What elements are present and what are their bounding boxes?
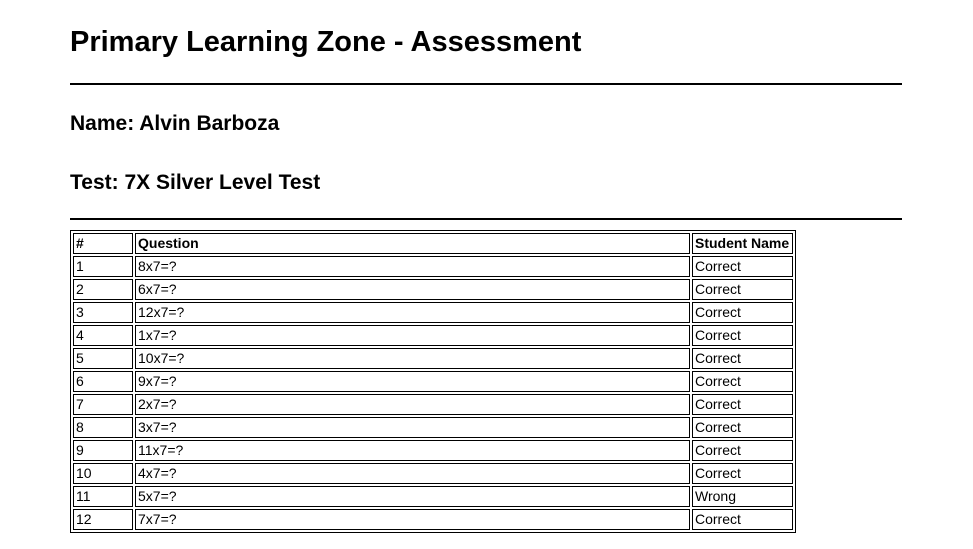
table-row (73, 440, 793, 461)
header-student-name: Student Name (692, 233, 793, 254)
table-row (73, 279, 793, 300)
table-row (73, 371, 793, 392)
page-title: Primary Learning Zone - Assessment (70, 26, 582, 58)
row-result: Correct (692, 509, 793, 530)
row-result: Correct (692, 302, 793, 323)
table-row (73, 509, 793, 530)
row-number: 5 (73, 348, 133, 369)
table-row (73, 394, 793, 415)
header-question: Question (135, 233, 690, 254)
row-result: Correct (692, 256, 793, 277)
row-number: 12 (73, 509, 133, 530)
row-number: 4 (73, 325, 133, 346)
row-result: Correct (692, 417, 793, 438)
table-header-row (73, 233, 793, 254)
row-number: 1 (73, 256, 133, 277)
test-label: Test: (70, 171, 119, 194)
row-question: 4x7=? (135, 463, 690, 484)
row-result: Correct (692, 371, 793, 392)
row-question: 2x7=? (135, 394, 690, 415)
row-question: 12x7=? (135, 302, 690, 323)
divider-bottom (70, 218, 902, 220)
row-number: 7 (73, 394, 133, 415)
row-result: Correct (692, 348, 793, 369)
row-number: 9 (73, 440, 133, 461)
table-row (73, 463, 793, 484)
row-question: 7x7=? (135, 509, 690, 530)
student-name-line (70, 110, 279, 138)
name-label: Name: (70, 112, 135, 135)
row-result: Correct (692, 394, 793, 415)
row-question: 9x7=? (135, 371, 690, 392)
table-row (73, 325, 793, 346)
divider-top (70, 83, 902, 85)
row-number: 6 (73, 371, 133, 392)
row-number: 10 (73, 463, 133, 484)
row-result: Correct (692, 325, 793, 346)
row-question: 11x7=? (135, 440, 690, 461)
row-number: 2 (73, 279, 133, 300)
test-name: 7X Silver Level Test (124, 171, 321, 194)
table-row (73, 302, 793, 323)
header-number: # (73, 233, 133, 254)
results-table (70, 230, 796, 533)
row-result: Correct (692, 463, 793, 484)
student-name: Alvin Barboza (139, 112, 280, 135)
row-question: 8x7=? (135, 256, 690, 277)
row-question: 10x7=? (135, 348, 690, 369)
row-question: 5x7=? (135, 486, 690, 507)
row-question: 1x7=? (135, 325, 690, 346)
row-number: 8 (73, 417, 133, 438)
row-result: Correct (692, 279, 793, 300)
row-question: 6x7=? (135, 279, 690, 300)
table-row (73, 348, 793, 369)
table-row (73, 417, 793, 438)
table-row (73, 256, 793, 277)
row-question: 3x7=? (135, 417, 690, 438)
row-result: Wrong (692, 486, 793, 507)
row-number: 11 (73, 486, 133, 507)
test-name-line (70, 169, 320, 197)
table-row (73, 486, 793, 507)
row-result: Correct (692, 440, 793, 461)
row-number: 3 (73, 302, 133, 323)
